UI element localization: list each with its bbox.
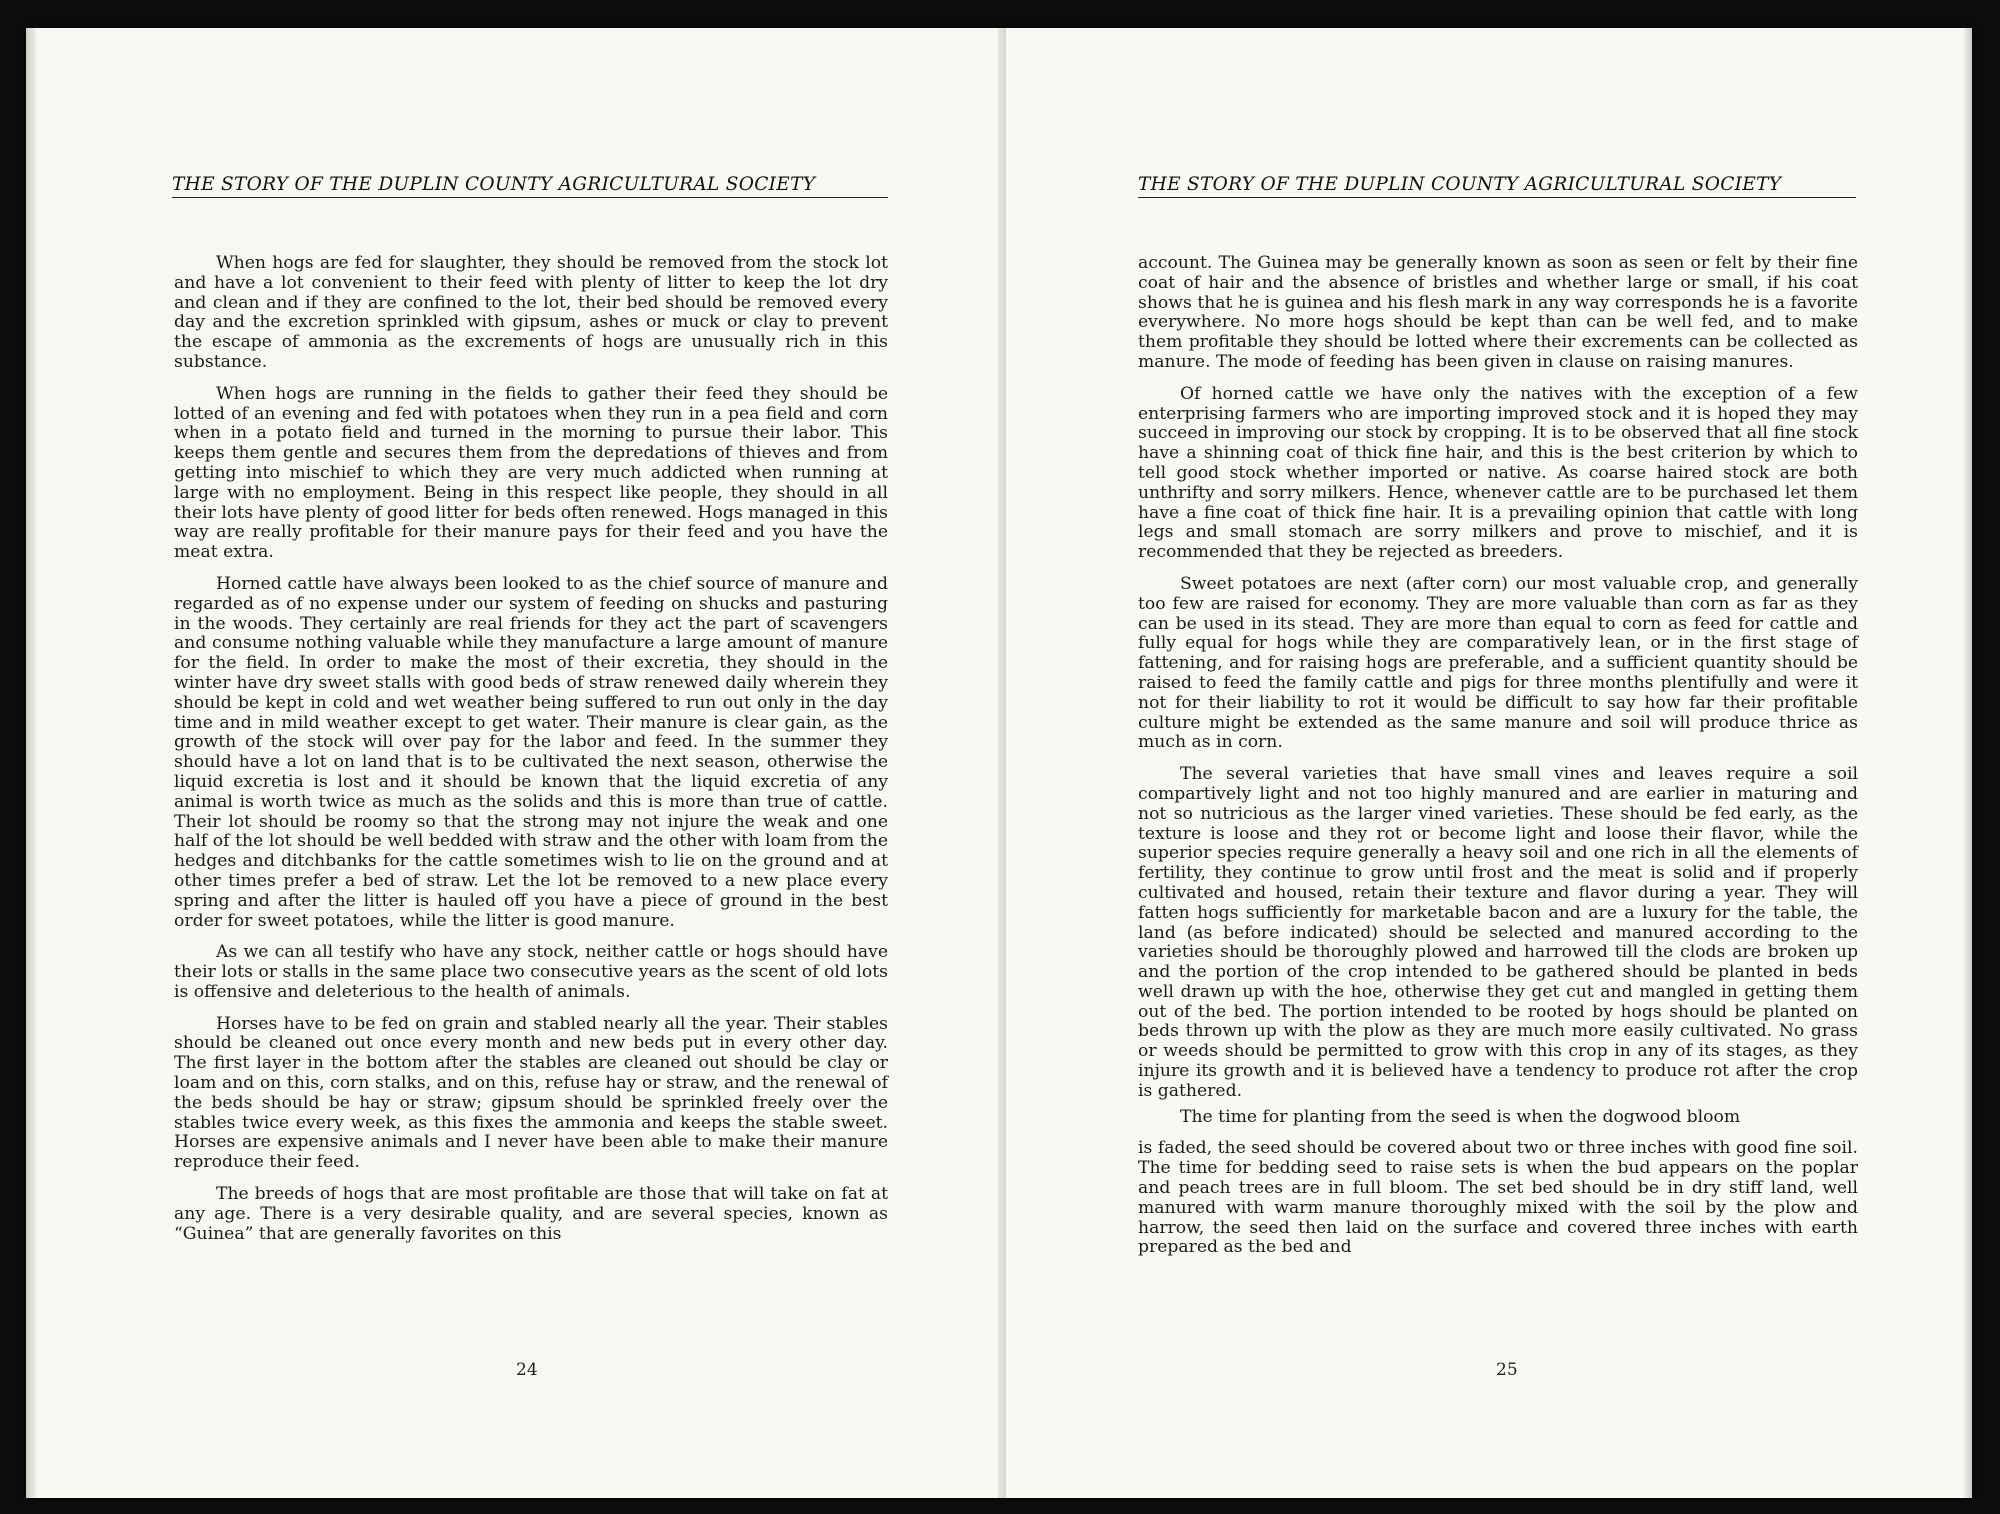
paragraph: is faded, the seed should be covered about two or three inches with good fine soil. The time for bedding seed to raise sets is when the bud appears on the poplar and peach trees are in full bloom. The set bed should be in dry stiff land, well manured with warm manure thoroughly mixed with the soil by the plow and harrow, the seed then laid on the surface and covered three inches with earth prepared as the bed and — [1138, 1138, 1858, 1258]
page-body — [174, 254, 888, 1256]
running-head: THE STORY OF THE DUPLIN COUNTY AGRICULTURAL SOCIETY — [1138, 174, 1856, 198]
paragraph: Horned cattle have always been looked to as the chief source of manure and regarded as of no expense under our system of feeding on shucks and pasturing in the woods. They certainly are real friends for they act the part of scavengers and consume nothing valuable while they manufacture a large amount of manure for the field. In order to make the most of their excretia, they should in the winter have dry sweet stalls with good beds of straw renewed daily wherein they should be kept in cold and wet weather being suffered to run out only in the day time and in mild weather except to get water. Their manure is clear gain, as the growth of the stock will over pay for the labor and feed. In the summer they should have a lot on land that is to be cultivated the next season, otherwise the liquid excretia is lost and it should be known that the liquid excretia of any animal is worth twice as much as the solids and this is more than true of cattle. Their lot should be roomy so that the strong may not injure the weak and one half of the lot should be well bedded with straw and the other with loam from the hedges and ditchbanks for the cattle sometimes wish to lie on the ground and at other times prefer a bed of straw. Let the lot be removed to a new place every spring and after the litter is hauled off you have a piece of ground in the best order for sweet potatoes, while the litter is good manure. — [174, 573, 888, 931]
paragraph: Of horned cattle we have only the natives with the exception of a few enterprising farmers who are importing improved stock and it is hoped they may succeed in improving our stock by cropping. It is to be observed that all fine stock have a shinning coat of thick fine hair, and this is the best criterion by which to tell good stock whether imported or native. As coarse haired stock are both unthrifty and sorry milkers. Hence, whenever cattle are to be purchased let them have a fine coat of thick fine hair. It is a prevailing opinion that cattle with long legs and small stomach are sorry milkers and prove to mischief, and it is recommended that they be rejected as breeders. — [1138, 383, 1858, 563]
paragraph: Sweet potatoes are next (after corn) our most valuable crop, and generally too few are raised for economy. They are more valuable than corn as far as they can be used in its stead. They are more than equal to corn as feed for cattle and fully equal for hogs while they are comparatively lean, or in the first stage of fattening, and for raising hogs are preferable, and a sufficient quantity should be raised to feed the family cattle and pigs for three months plentifully and were it not for their liability to rot it would be difficult to say how far their profitable culture might be extended as the same manure and soil will produce thrice as much as in corn. — [1138, 573, 1858, 753]
paragraph: Horses have to be fed on grain and stabled nearly all the year. Their stables should be cleaned out once every month and new beds put in every other day. The first layer in the bottom after the stables are cleaned out should be clay or loam and on this, corn stalks, and on this, refuse hay or straw, and the renewal of the beds should be hay or straw; gipsum should be sprinkled freely over the stables twice every week, as this fixes the ammonia and keeps the stable sweet. Horses are expensive animals and I never have been able to make their manure reproduce their feed. — [174, 1013, 888, 1173]
page-edge — [26, 28, 36, 1498]
paragraph: When hogs are fed for slaughter, they should be removed from the stock lot and have a lot convenient to their feed with plenty of litter to keep the lot dry and clean and if they are confined to the lot, their bed should be removed every day and the excretion sprinkled with gipsum, ashes or muck or clay to prevent the escape of ammonia as the excrements of hogs are unusually rich in this substance. — [174, 253, 888, 372]
paragraph: The several varieties that have small vines and leaves require a soil compartively light and not too highly manured and are earlier in maturing and not so nutricious as the larger vined varieties. These should be fed early, as the texture is loose and they rot or become light and loose their flavor, while the superior species require generally a heavy soil and one rich in all the elements of fertility, they continue to grow until frost and the meat is solid and if properly cultivated and housed, retain their texture and flavor during a year. They will fatten hogs sufficiently for marketable bacon and are a luxury for the table, the land (as before indicated) should be selected and manured according to the varieties should be thoroughly plowed and harrowed till the clods are broken up and the portion of the crop intended to be gathered should be planted in beds well drawn up with the hoe, otherwise they get cut and mangled in getting them out of the bed. The portion intended to be rooted by hogs should be planted on beds thrown up with the plow as they are much more easily cultivated. No grass or weeds should be permitted to grow with this crop in any of its stages, as they injure its growth and it is believed have a tendency to produce rot after the crop is gathered. — [1138, 764, 1858, 1101]
paragraph: account. The Guinea may be generally known as soon as seen or felt by their fine coat of hair and the absence of bristles and whether large or small, if his coat shows that he is guinea and his flesh mark in any way corresponds he is a favorite everywhere. No more hogs should be kept than can be well fed, and to make them profitable they should be lotted where their excrements can be collected as manure. The mode of feeding has been given in clause on raising manures. — [1138, 253, 1858, 372]
paragraph: When hogs are running in the fields to gather their feed they should be lotted of an evening and fed with potatoes when they run in a pea field and corn when in a potato field and turned in the morning to pursue their labor. This keeps them gentle and secures them from the depredations of thieves and from getting into mischief to which they are very much addicted when running at large with no employment. Being in this respect like people, they should in all their lots have plenty of good litter for beds often renewed. Hogs managed in this way are really profitable for their manure pays for their feed and you have the meat extra. — [174, 383, 888, 563]
page-body — [1138, 254, 1858, 1270]
paragraph: As we can all testify who have any stock, neither cattle or hogs should have their lots or stalls in the same place two consecutive years as the scent of old lots is offensive and deleterious to the health of animals. — [174, 942, 888, 1002]
page-number: 25 — [1496, 1360, 1518, 1380]
paragraph: The time for planting from the seed is when the dogwood bloom — [1180, 1106, 1741, 1127]
right-page — [1006, 28, 1972, 1498]
left-page — [26, 28, 1006, 1498]
book-spread — [26, 28, 1972, 1498]
page-edge — [1964, 28, 1972, 1498]
page-number: 24 — [516, 1360, 538, 1380]
paragraph: The breeds of hogs that are most profitable are those that will take on fat at any age. There is a very desirable quality, and are several species, known as “Guinea” that are generally favorites on this — [174, 1184, 888, 1244]
running-head: THE STORY OF THE DUPLIN COUNTY AGRICULTURAL SOCIETY — [172, 174, 888, 198]
